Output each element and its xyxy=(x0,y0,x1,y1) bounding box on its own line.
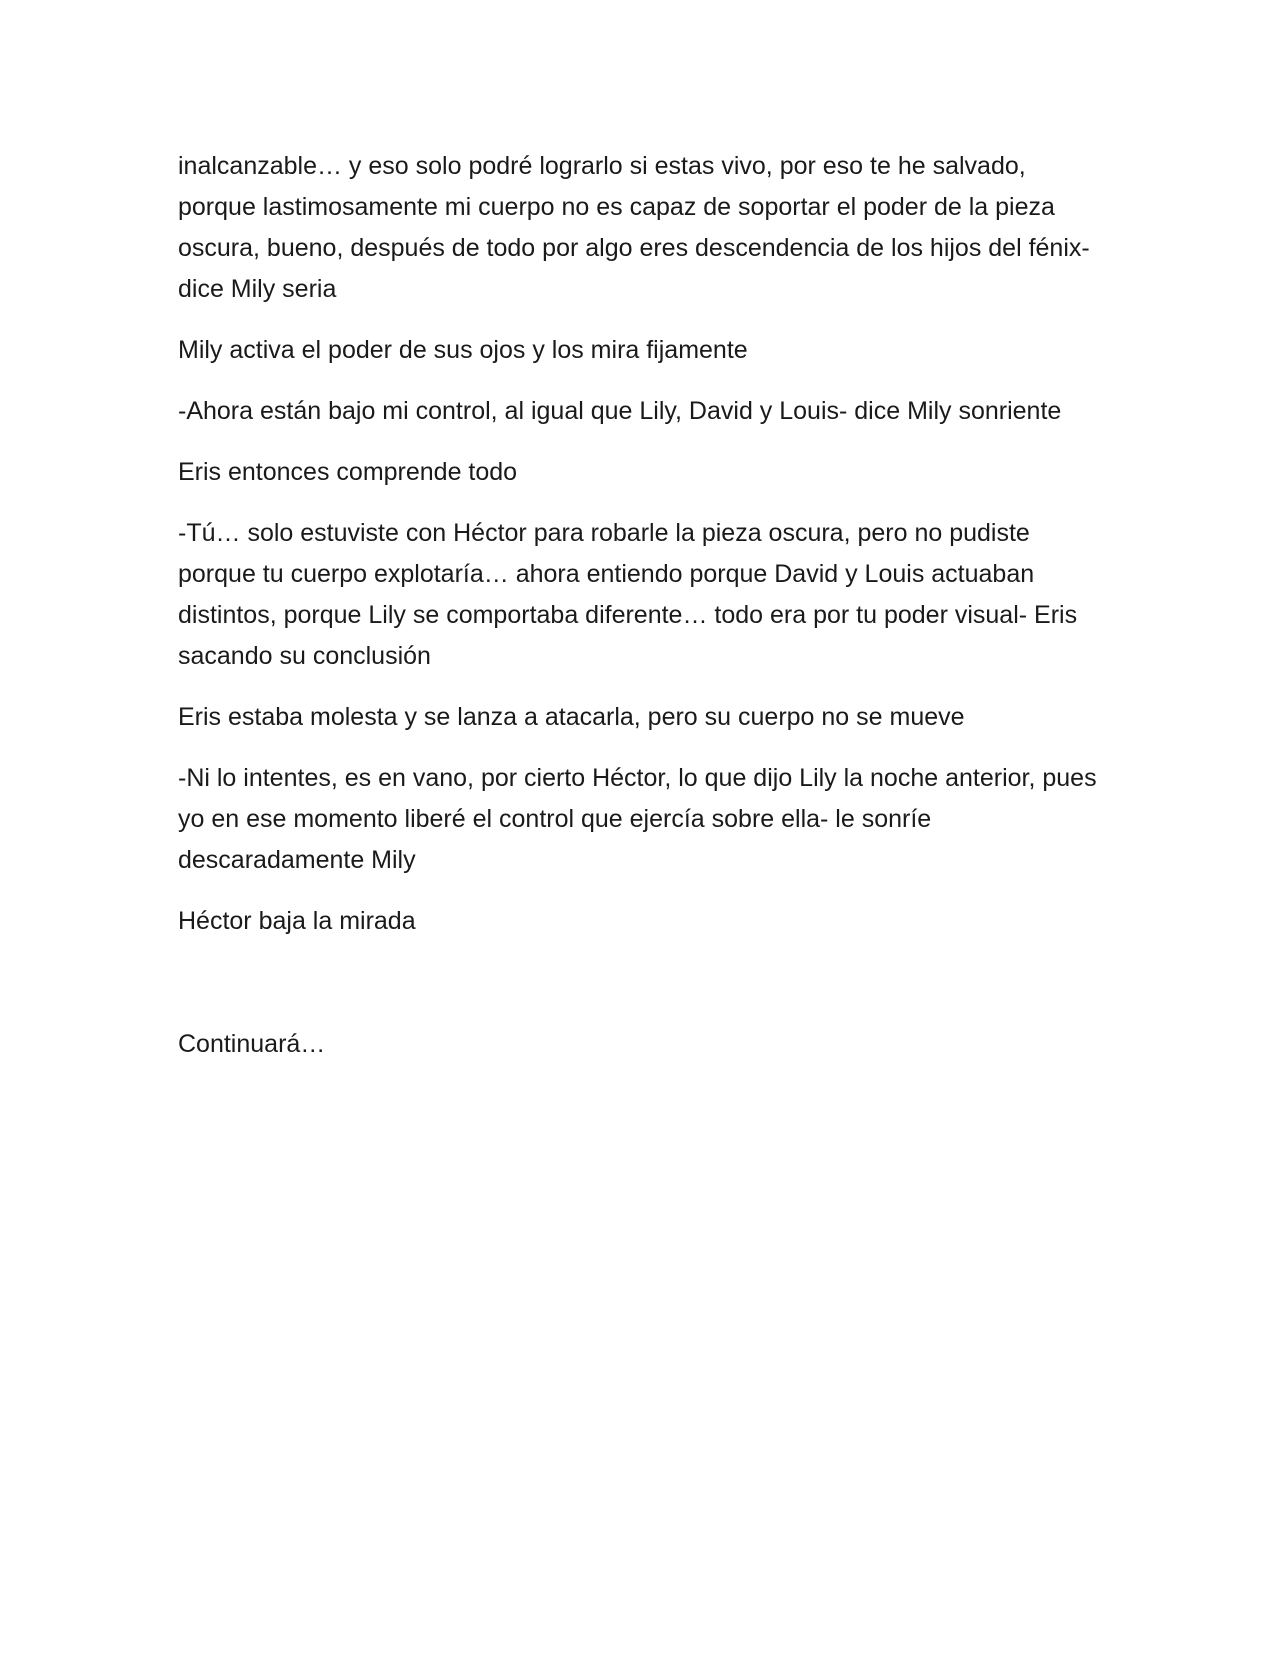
paragraph: Eris estaba molesta y se lanza a atacarla, pero su cuerpo no se mueve xyxy=(178,703,965,731)
document-body xyxy=(178,146,1108,1085)
paragraph: Mily activa el poder de sus ojos y los mira fijamente xyxy=(178,336,748,364)
paragraph: Héctor baja la mirada xyxy=(178,907,416,935)
continuation-note: Continuará… xyxy=(178,1030,326,1058)
paragraph: Eris entonces comprende todo xyxy=(178,458,518,486)
paragraph: -Ni lo intentes, es en vano, por cierto Héctor, lo que dijo Lily la noche anterior, pues yo en ese momento liberé el control que ejercía sobre ella- le sonríe descaradamente Mily xyxy=(178,764,1097,874)
paragraph: -Tú… solo estuviste con Héctor para robarle la pieza oscura, pero no pudiste porque tu cuerpo explotaría… ahora entiendo porque David y Louis actuaban distintos, porque Lily se comportaba diferente… todo era por tu poder visual- Eris sacando su conclusión xyxy=(178,519,1078,670)
paragraph: inalcanzable… y eso solo podré lograrlo si estas vivo, por eso te he salvado, porque lastimosamente mi cuerpo no es capaz de soportar el poder de la pieza oscura, bueno, después de todo por algo eres descendencia de los hijos del fénix- dice Mily seria xyxy=(178,152,1090,303)
paragraph: -Ahora están bajo mi control, al igual que Lily, David y Louis- dice Mily sonriente xyxy=(178,397,1062,425)
